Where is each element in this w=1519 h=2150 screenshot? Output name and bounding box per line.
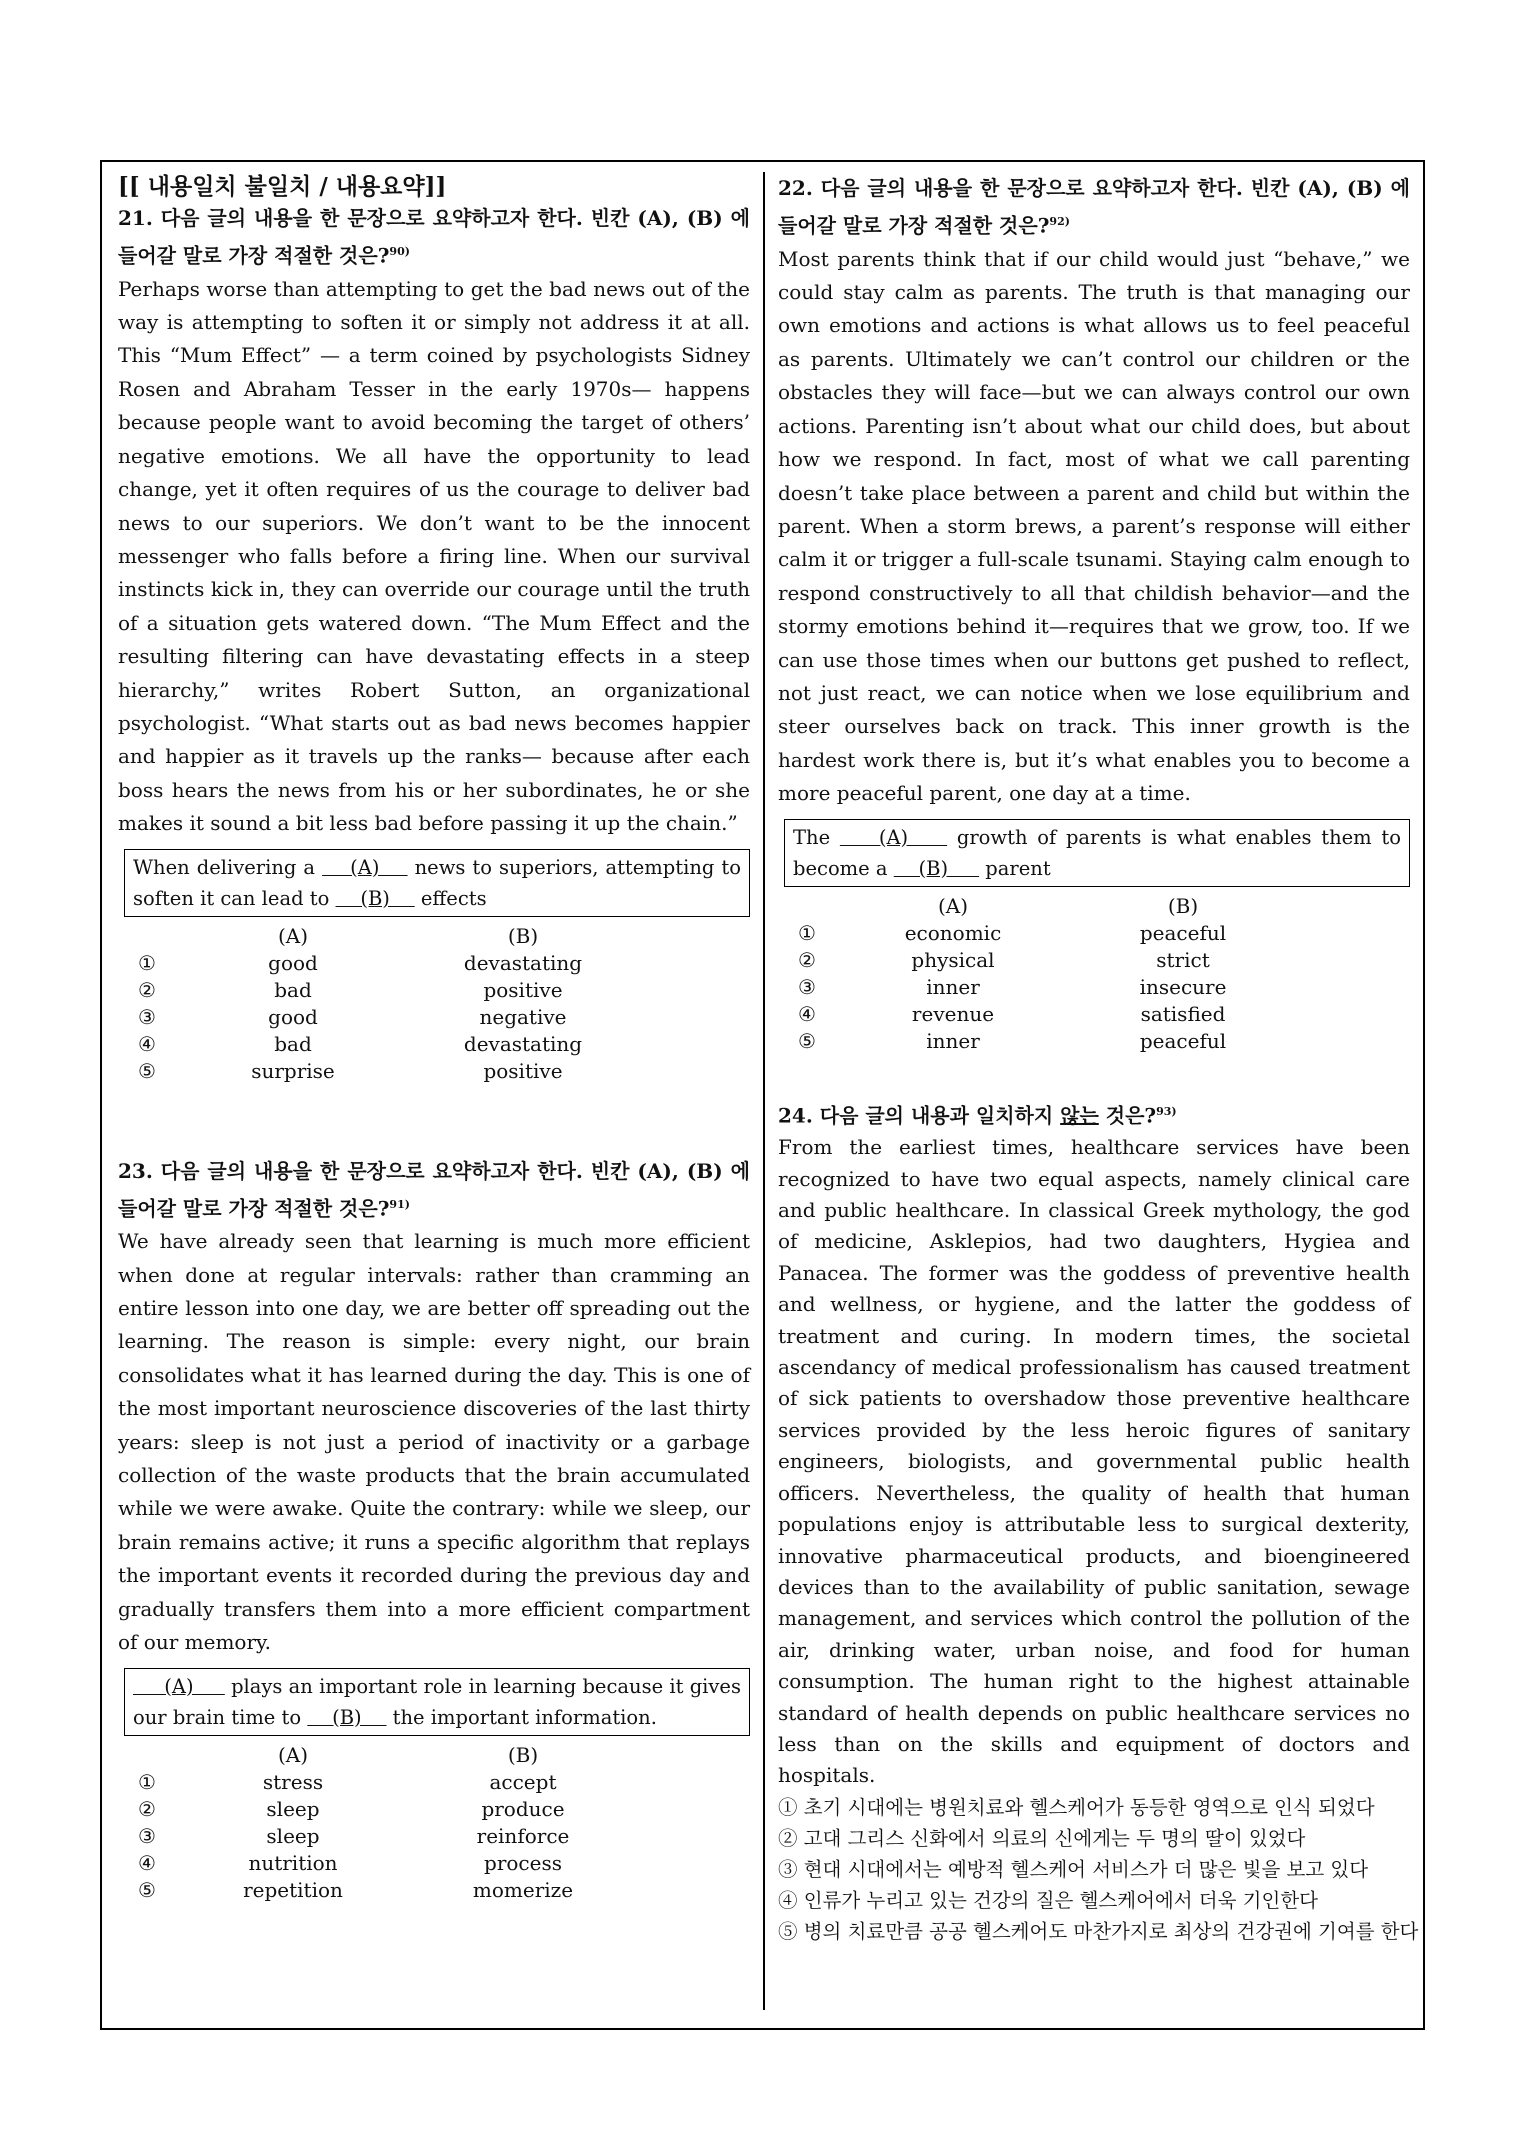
blank-b: (B) [335, 886, 415, 910]
question-24 [778, 1095, 1419, 1947]
column-a-header: (A) [277, 1742, 309, 1767]
option-row[interactable]: ① good devastating [138, 950, 583, 975]
option-row[interactable]: ⑤ repetition momerize [138, 1877, 574, 1902]
question-22-options [798, 893, 1298, 1055]
question-22-passage: Most parents think that if our child would just “behave,” we could stay calm as parents. The truth is that managing our own emotions and actions is what allows us to feel peaceful as parents. Ultimately we can’t control our children or the obstacles they will face—but we can always control our own actions. Parenting isn’t about what our child does, but about how we respond. In fact, most of what we call parenting doesn’t take place between a parent and child but within the parent. When a storm brews, a parent’s response will either calm it or trigger a full-scale tsunami. Staying calm enough to respond constructively to all that childish behavior—and the stormy emotions behind it—requires that we grow, too. If we can use those times when our buttons get pushed to reflect, not just react, we can notice when we lose equilibrium and steer ourselves back on track. This inner growth is the hardest work there is, but it’s what enables you to become a more peaceful parent, one day at a time. [778, 246, 1410, 806]
answer-choice-4[interactable]: ④ 인류가 누리고 있는 건강의 질은 헬스케어에서 더욱 기인한다 [778, 1888, 1319, 1912]
question-21-options [138, 923, 638, 1085]
column-b-header: (B) [507, 1742, 539, 1767]
option-row[interactable]: ⑤ inner peaceful [798, 1028, 1227, 1053]
question-22-title: 22. 다음 글의 내용을 한 문장으로 요약하고자 한다. 빈칸 (A), (B) 에 들어갈 말로 가장 적절한 것은?$^{92)}$ [778, 176, 1410, 238]
option-row[interactable]: ③ sleep reinforce [138, 1823, 570, 1848]
question-21 [118, 202, 750, 1085]
answer-choice-5[interactable]: ⑤ 병의 치료만큼 공공 헬스케어도 마찬가지로 최상의 건강권에 기여를 한다 [778, 1919, 1419, 1943]
blank-b: (B) [893, 856, 980, 880]
answer-choice-3[interactable]: ③ 현대 시대에서는 예방적 헬스케어 서비스가 더 많은 빛을 보고 있다 [778, 1857, 1369, 1881]
question-23-options [138, 1742, 638, 1904]
option-row[interactable]: ④ nutrition process [138, 1850, 562, 1875]
question-23-summary-box: (A) plays an important role in learning because it gives our brain time to (B) the important information. [124, 1668, 750, 1736]
blank-a: (A) [133, 1674, 225, 1698]
answer-choice-1[interactable]: ① 초기 시대에는 병원치료와 헬스케어가 동등한 영역으로 인식 되었다 [778, 1795, 1375, 1819]
question-23 [118, 1155, 750, 1904]
column-b-header: (B) [507, 923, 539, 948]
blank-b: (B) [307, 1705, 387, 1729]
question-23-passage: We have already seen that learning is much more efficient when done at regular intervals: rather than cramming an entire lesson into one day, we are better off spreading out the learning. The reason is simple: every night, our brain consolidates what it has learned during the day. This is one of the most important neuroscience discoveries of the last thirty years: sleep is not just a period of inactivity or a garbage collection of the waste products that the brain accumulated while we were awake. Quite the contrary: while we sleep, our brain remains active; it runs a specific algorithm that replays the important events it recorded during the previous day and gradually transfers them into a more efficient compartment of our memory. [118, 1229, 750, 1655]
footnote-mark: 90) [389, 245, 410, 258]
question-24-passage: From the earliest times, healthcare services have been recognized to have two equal aspects, namely clinical care and public healthcare. In classical Greek mythology, the god of medicine, Asklepios, had two daughters, Hygiea and Panacea. The former was the goddess of preventive health and wellness, or hygiene, and the latter the goddess of treatment and curing. In modern times, the societal ascendancy of medical professionalism has caused treatment of sick patients to overshadow those preventive healthcare services provided by the less heroic figures of sanitary engineers, biologists, and governmental public health officers. Nevertheless, the quality of health that human populations enjoy is attributable less to surgical dexterity, innovative pharmaceutical products, and bioengineered devices than to the availability of public sanitation, sewage management, and services which control the pollution of the air, drinking water, urban noise, and food for human consumption. The human right to the highest attainable standard of health depends on public healthcare services no less than on the skills and equipment of doctors and hospitals. [778, 1135, 1410, 1788]
option-row[interactable]: ③ good negative [138, 1004, 567, 1029]
option-row[interactable]: ③ inner insecure [798, 974, 1227, 999]
footnote-mark: 93) [1156, 1104, 1177, 1118]
question-21-title: 21. 다음 글의 내용을 한 문장으로 요약하고자 한다. 빈칸 (A), (B) 에 들어갈 말로 가장 적절한 것은?$^{90)}$ [118, 206, 750, 268]
option-row[interactable]: ① economic peaceful [798, 920, 1227, 945]
right-column [778, 172, 1419, 1947]
option-row[interactable]: ② bad positive [138, 977, 563, 1002]
option-row[interactable]: ② physical strict [798, 947, 1210, 972]
question-22 [778, 172, 1410, 1055]
column-a-header: (A) [277, 923, 309, 948]
footnote-mark: 92) [1049, 215, 1070, 228]
footnote-mark: 91) [389, 1197, 410, 1211]
option-row[interactable]: ④ bad devastating [138, 1031, 583, 1056]
column-a-header: (A) [937, 893, 969, 918]
left-column [118, 172, 750, 1904]
option-row[interactable]: ④ revenue satisfied [798, 1001, 1226, 1026]
option-row[interactable]: ⑤ surprise positive [138, 1058, 563, 1083]
blank-a: (A) [322, 855, 408, 879]
column-divider [763, 172, 765, 2010]
section-title: [[ 내용일치 불일치 / 내용요약]] [118, 173, 447, 200]
option-row[interactable]: ② sleep produce [138, 1796, 565, 1821]
option-row[interactable]: ① stress accept [138, 1769, 557, 1794]
question-22-summary-box: The (A) growth of parents is what enables them to become a (B) parent [784, 819, 1410, 887]
answer-choice-2[interactable]: ② 고대 그리스 신화에서 의료의 신에게는 두 명의 딸이 있었다 [778, 1826, 1306, 1850]
column-b-header: (B) [1167, 893, 1199, 918]
question-24-title: 24. 다음 글의 내용과 일치하지 않는 것은?$^{93)}$ [778, 1103, 1177, 1128]
blank-a: (A) [839, 825, 948, 849]
question-21-passage: Perhaps worse than attempting to get the bad news out of the way is attempting to soften it or simply not address it at all. This “Mum Effect” — a term coined by psychologists Sidney Rosen and Abraham Tesser in the early 1970s— happens because people want to avoid becoming the target of others’ negative emotions. We all have the opportunity to lead change, yet it often requires of us the courage to deliver bad news to our superiors. We don’t want to be the innocent messenger who falls before a firing line. When our survival instincts kick in, they can override our courage until the truth of a situation gets watered down. “The Mum Effect and the resulting filtering can have devastating effects in a steep hierarchy,” writes Robert Sutton, an organizational psychologist. “What starts out as bad news becomes happier and happier as it travels up the ranks— because after each boss hears the news from his or her subordinates, he or she makes it sound a bit less bad before passing it up the chain.” [118, 276, 750, 836]
question-21-summary-box: When delivering a (A) news to superiors, attempting to soften it can lead to (B) effects [124, 849, 750, 917]
question-23-title: 23. 다음 글의 내용을 한 문장으로 요약하고자 한다. 빈칸 (A), (B) 에 들어갈 말로 가장 적절한 것은?$^{91)}$ [118, 1158, 750, 1221]
